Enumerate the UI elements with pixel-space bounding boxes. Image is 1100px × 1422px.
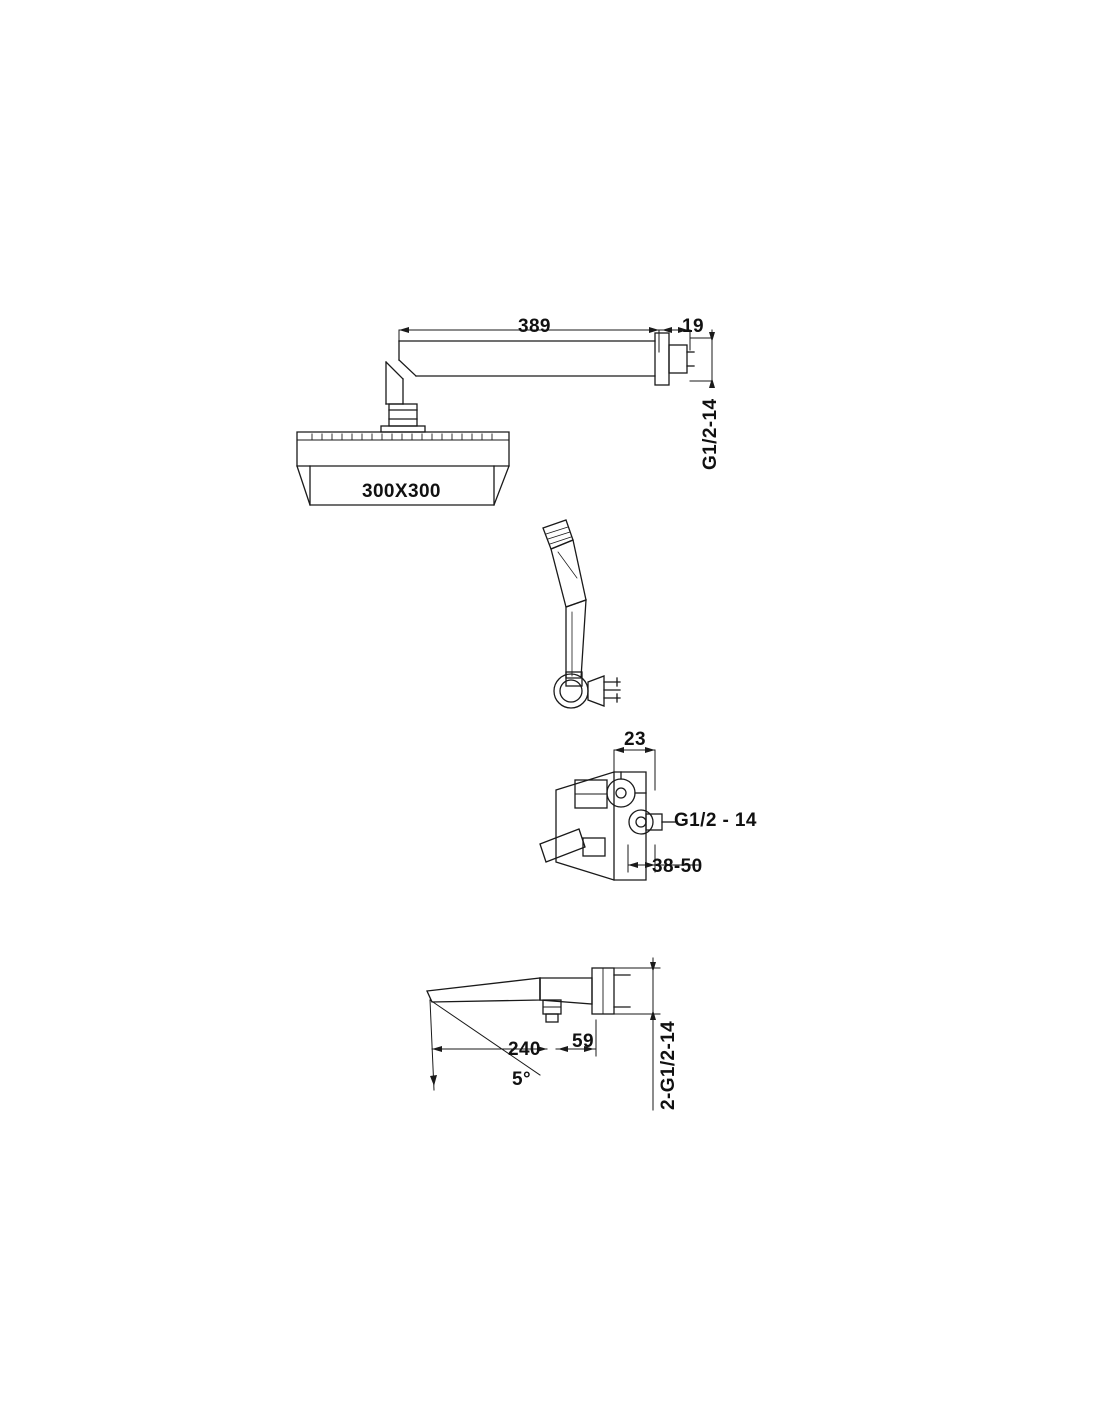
spout-thread-stubs [614,975,630,1007]
dim-2-g12-14 [614,958,660,1110]
wall-bracket [554,674,620,708]
diverter-knob [607,772,646,807]
dim-label-head-size: 300X300 [362,481,441,502]
dim-label-spout-drop: 59 [572,1031,594,1052]
dim-label-mixer-depth: 23 [624,729,646,750]
dim-label-wall-range: 38-50 [652,856,703,877]
dim-label-spout-length: 240 [508,1039,541,1060]
spout-body [427,968,614,1014]
overhead-shower-view [297,327,715,505]
dim-23 [614,747,655,790]
dim-label-mixer-thread: G1/2 - 14 [674,810,757,831]
dim-label-arm-length: 389 [518,316,551,337]
dim-label-arm-thread: G1/2-14 [700,398,721,470]
swivel-joint [381,404,425,432]
hand-shower [543,520,586,678]
dim-label-arm-flange: 19 [682,316,704,337]
dim-label-spout-thread: 2-G1/2-14 [658,1020,679,1110]
bath-spout-view [427,958,660,1110]
shower-arm [386,341,655,404]
spout-outlet [543,1000,561,1022]
arm-wall-flange [655,333,694,385]
dim-g12-14-arm [690,332,715,388]
dim-label-spout-angle: 5° [512,1069,531,1090]
lever-handle [540,829,605,862]
mixer-outlet-port [629,810,676,834]
